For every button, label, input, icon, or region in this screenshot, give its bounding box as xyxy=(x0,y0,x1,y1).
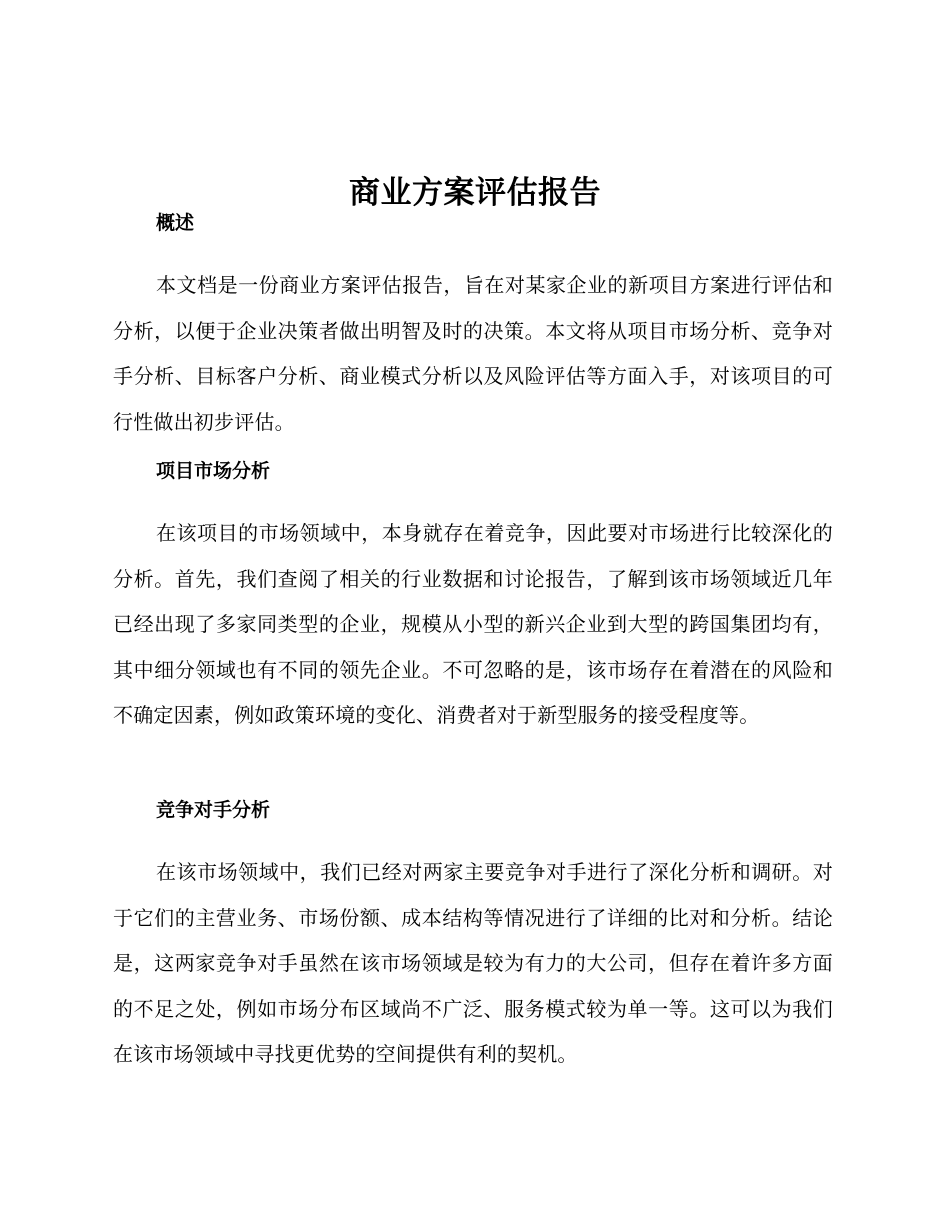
section-overview xyxy=(113,208,833,445)
section-heading-competitor-analysis: 竞争对手分析 xyxy=(156,799,271,821)
document-title: 商业方案评估报告 xyxy=(349,174,601,211)
section-body-overview: 本文档是一份商业方案评估报告，旨在对某家企业的新项目方案进行评估和分析，以便于企业决策者做出明智及时的决策。本文将从项目市场分析、竞争对手分析、目标客户分析、商业模式分析以及风险评估等方面入手，对该项目的可行性做出初步评估。 xyxy=(113,273,833,434)
section-heading-market-analysis: 项目市场分析 xyxy=(156,460,271,482)
section-market-analysis xyxy=(113,456,833,739)
section-body-competitor-analysis: 在该市场领域中，我们已经对两家主要竞争对手进行了深化分析和调研。对于它们的主营业务、市场份额、成本结构等情况进行了详细的比对和分析。结论是，这两家竞争对手虽然在该市场领域是较为有力的大公司，但存在着许多方面的不足之处，例如市场分布区域尚不广泛、服务模式较为单一等。这可以为我们在该市场领域中寻找更优势的空间提供有利的契机。 xyxy=(113,860,833,1067)
section-competitor-analysis xyxy=(113,795,833,1078)
section-heading-overview: 概述 xyxy=(156,212,195,234)
section-body-market-analysis: 在该项目的市场领域中，本身就存在着竞争，因此要对市场进行比较深化的分析。首先，我们查阅了相关的行业数据和讨论报告，了解到该市场领域近几年已经出现了多家同类型的企业，规模从小型的新兴企业到大型的跨国集团均有，其中细分领域也有不同的领先企业。不可忽略的是，该市场存在着潜在的风险和不确定因素，例如政策环境的变化、消费者对于新型服务的接受程度等。 xyxy=(113,521,833,728)
